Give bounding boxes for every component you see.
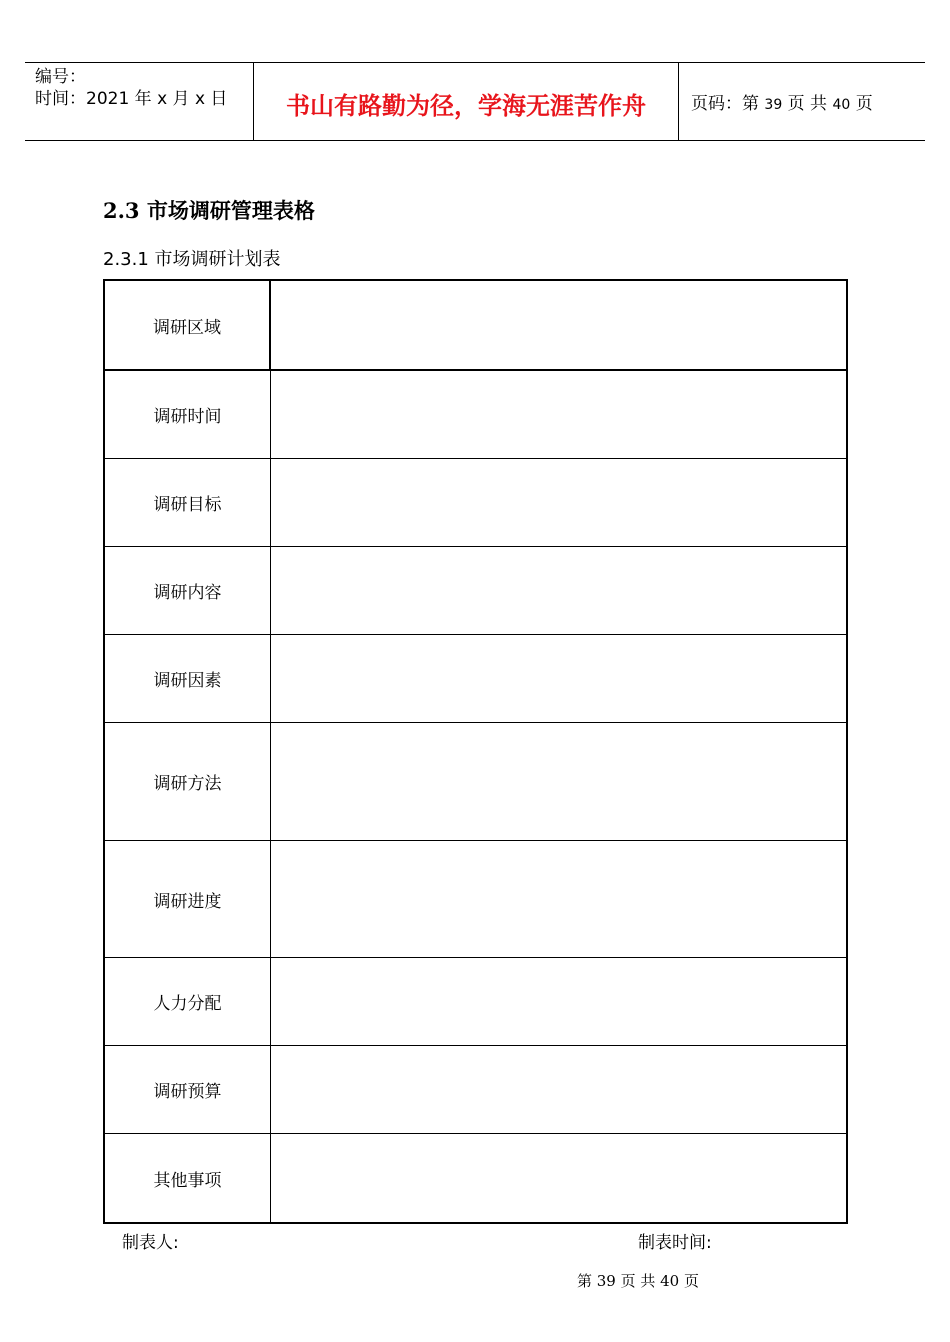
row-label: 调研时间	[105, 371, 271, 458]
row-value-field[interactable]	[271, 723, 846, 840]
page-footer: 第 39 页 共 40 页	[576, 1272, 699, 1290]
prepared-time-label: 制表时间:	[638, 1233, 712, 1253]
header-page-cell	[679, 63, 925, 140]
row-label: 调研内容	[105, 547, 271, 634]
motto-text: 书山有路勤为径，学海无涯苦作舟	[286, 92, 646, 120]
form-row	[105, 841, 846, 958]
row-value-field[interactable]	[271, 841, 846, 957]
row-label: 调研预算	[105, 1046, 271, 1133]
section-title: 2.3 市场调研管理表格	[103, 198, 315, 223]
row-value-field[interactable]	[271, 1046, 846, 1133]
row-value-field[interactable]	[271, 459, 846, 546]
row-value-field[interactable]	[271, 958, 846, 1045]
form-row	[105, 547, 846, 635]
row-label: 人力分配	[105, 958, 271, 1045]
row-value-field[interactable]	[271, 371, 846, 458]
page-info	[691, 89, 873, 114]
row-label: 其他事项	[105, 1134, 271, 1222]
serial-number-label: 编号：	[35, 67, 86, 87]
page-prefix: 页码：第	[691, 94, 759, 114]
form-row	[105, 723, 846, 841]
header-meta	[25, 63, 254, 140]
row-value-field[interactable]	[271, 635, 846, 722]
page-mid: 页 共	[787, 94, 828, 114]
row-label: 调研目标	[105, 459, 271, 546]
date-label: 时间：2021 年 x 月 x 日	[35, 89, 228, 109]
subsection-title: 2.3.1 市场调研计划表	[103, 249, 281, 270]
form-row	[105, 281, 846, 371]
page-suffix: 页	[855, 94, 873, 114]
page-total: 40	[832, 97, 851, 113]
form-row	[105, 459, 846, 547]
row-value-field[interactable]	[271, 281, 846, 369]
form-row	[105, 371, 846, 459]
row-label: 调研区域	[105, 281, 271, 369]
preparer-label: 制表人:	[122, 1233, 179, 1253]
row-label: 调研因素	[105, 635, 271, 722]
form-row	[105, 1134, 846, 1222]
row-label: 调研进度	[105, 841, 271, 957]
form-row	[105, 958, 846, 1046]
row-value-field[interactable]	[271, 1134, 846, 1222]
header-motto-cell	[254, 63, 679, 140]
page-header	[25, 62, 925, 141]
row-label: 调研方法	[105, 723, 271, 840]
page-current: 39	[764, 97, 783, 113]
form-row	[105, 1046, 846, 1134]
row-value-field[interactable]	[271, 547, 846, 634]
form-row	[105, 635, 846, 723]
market-research-plan-form	[103, 279, 848, 1224]
